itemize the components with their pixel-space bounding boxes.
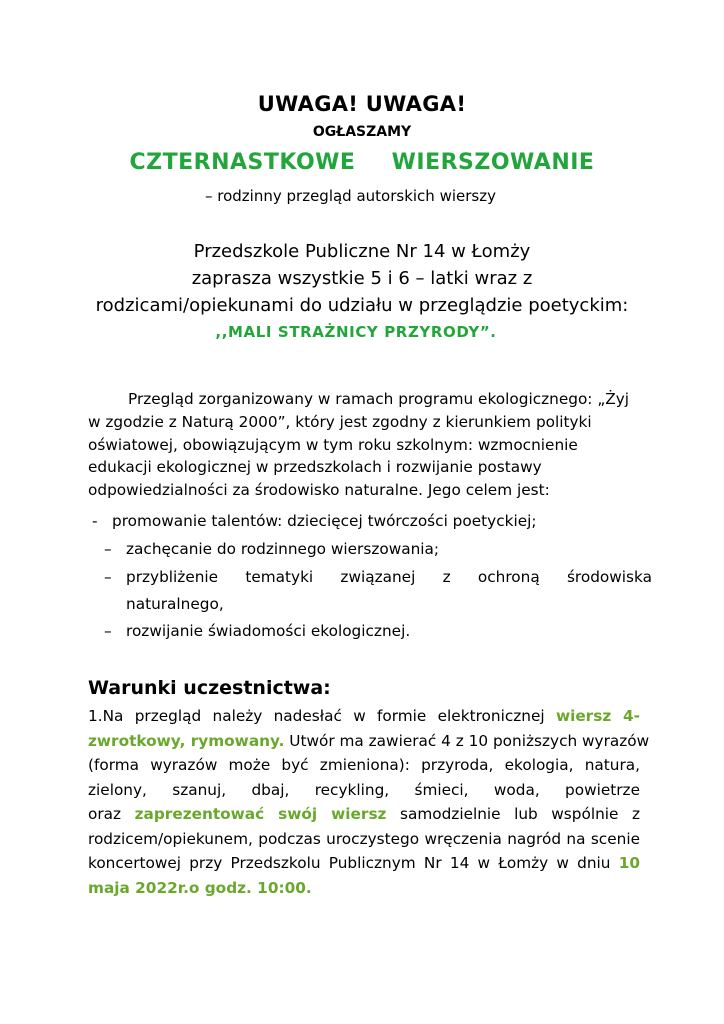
conditions-line: rodzicem/opiekunem, podczas uroczystego wręczenia nagród na scenie	[88, 829, 640, 848]
conditions-text: samodzielnie lub wspólnie z	[399, 805, 640, 823]
conditions-line: (forma wyrazów może być zmieniona): przyroda, ekologia, natura,	[88, 756, 640, 774]
invitation-line-3: rodzicami/opiekunami do udziału w przeglądzie poetyckim:	[95, 295, 629, 316]
conditions-text: Utwór ma zawierać 4 z 10 poniższych wyrazów	[289, 731, 650, 750]
bullet-dash: -	[92, 512, 98, 530]
conditions-line	[88, 802, 640, 827]
alert-heading: UWAGA! UWAGA!	[257, 92, 467, 116]
conditions-text: koncertowej przy Przedszkolu Publicznym Nr 14 w Łomży w dniu	[88, 854, 611, 872]
list-item-text: rozwijanie świadomości ekologicznej.	[126, 622, 411, 640]
announce-heading: OGŁASZAMY	[312, 124, 412, 140]
intro-line: edukacji ekologicznej w przedszkolach i rozwijanie postawy	[88, 458, 542, 477]
conditions-paragraph	[88, 704, 650, 900]
intro-line: Przegląd zorganizowany w ramach programu ekologicznego: „Żyj	[128, 390, 630, 408]
event-title: CZTERNASTKOWE WIERSZOWANIE	[129, 150, 595, 175]
intro-line: oświatowej, obowiązującym w tym roku szkolnym: wzmocnienie	[88, 435, 578, 454]
intro-paragraph	[88, 388, 648, 502]
intro-line: odpowiedzialności za środowisko naturalne. Jego celem jest:	[88, 481, 550, 500]
bullet-dash: –	[104, 622, 112, 640]
conditions-line: zielony, szanuj, dbaj, recykling, śmieci, woda, powietrze	[88, 780, 640, 799]
bullet-dash: –	[104, 568, 112, 586]
invitation-line-2: zaprasza wszystkie 5 i 6 – latki wraz z	[191, 268, 533, 289]
list-item	[104, 622, 410, 640]
bullet-dash: –	[104, 540, 112, 558]
event-subtitle: – rodzinny przegląd autorskich wierszy	[205, 187, 496, 205]
list-item-text: przybliżenie tematyki związanej z ochroną środowiska	[126, 568, 652, 586]
intro-line: w zgodzie z Naturą 2000”, który jest zgodny z kierunkiem polityki	[88, 412, 592, 431]
highlight-text: wiersz 4-	[555, 707, 640, 725]
list-item	[92, 512, 537, 530]
list-item-text: promowanie talentów: dziecięcej twórczości poetyckiej;	[112, 512, 537, 530]
invitation-line-1: Przedszkole Publiczne Nr 14 w Łomży	[193, 241, 531, 262]
list-item-text: naturalnego,	[126, 595, 224, 613]
list-item	[104, 568, 652, 586]
conditions-line	[88, 876, 640, 901]
conditions-text: 1.Na przegląd należy nadesłać w formie elektronicznej	[88, 707, 545, 725]
list-item-text: zachęcanie do rodzinnego wierszowania;	[126, 540, 440, 558]
highlight-text: zaprezentować swój wiersz	[134, 805, 387, 823]
highlight-text: maja 2022r.o godz. 10:00.	[88, 878, 312, 897]
list-item-continuation	[104, 595, 224, 613]
conditions-text: oraz	[88, 805, 122, 823]
conditions-heading: Warunki uczestnictwa:	[88, 677, 331, 699]
conditions-line	[88, 729, 650, 754]
conditions-line	[88, 704, 640, 729]
list-item	[104, 540, 439, 558]
highlight-text: 10	[618, 854, 640, 872]
highlight-text: zwrotkowy, rymowany.	[88, 731, 285, 750]
theme-title: ,,MALI STRAŻNICY PRZYRODY”.	[215, 323, 497, 341]
conditions-line	[88, 851, 640, 876]
